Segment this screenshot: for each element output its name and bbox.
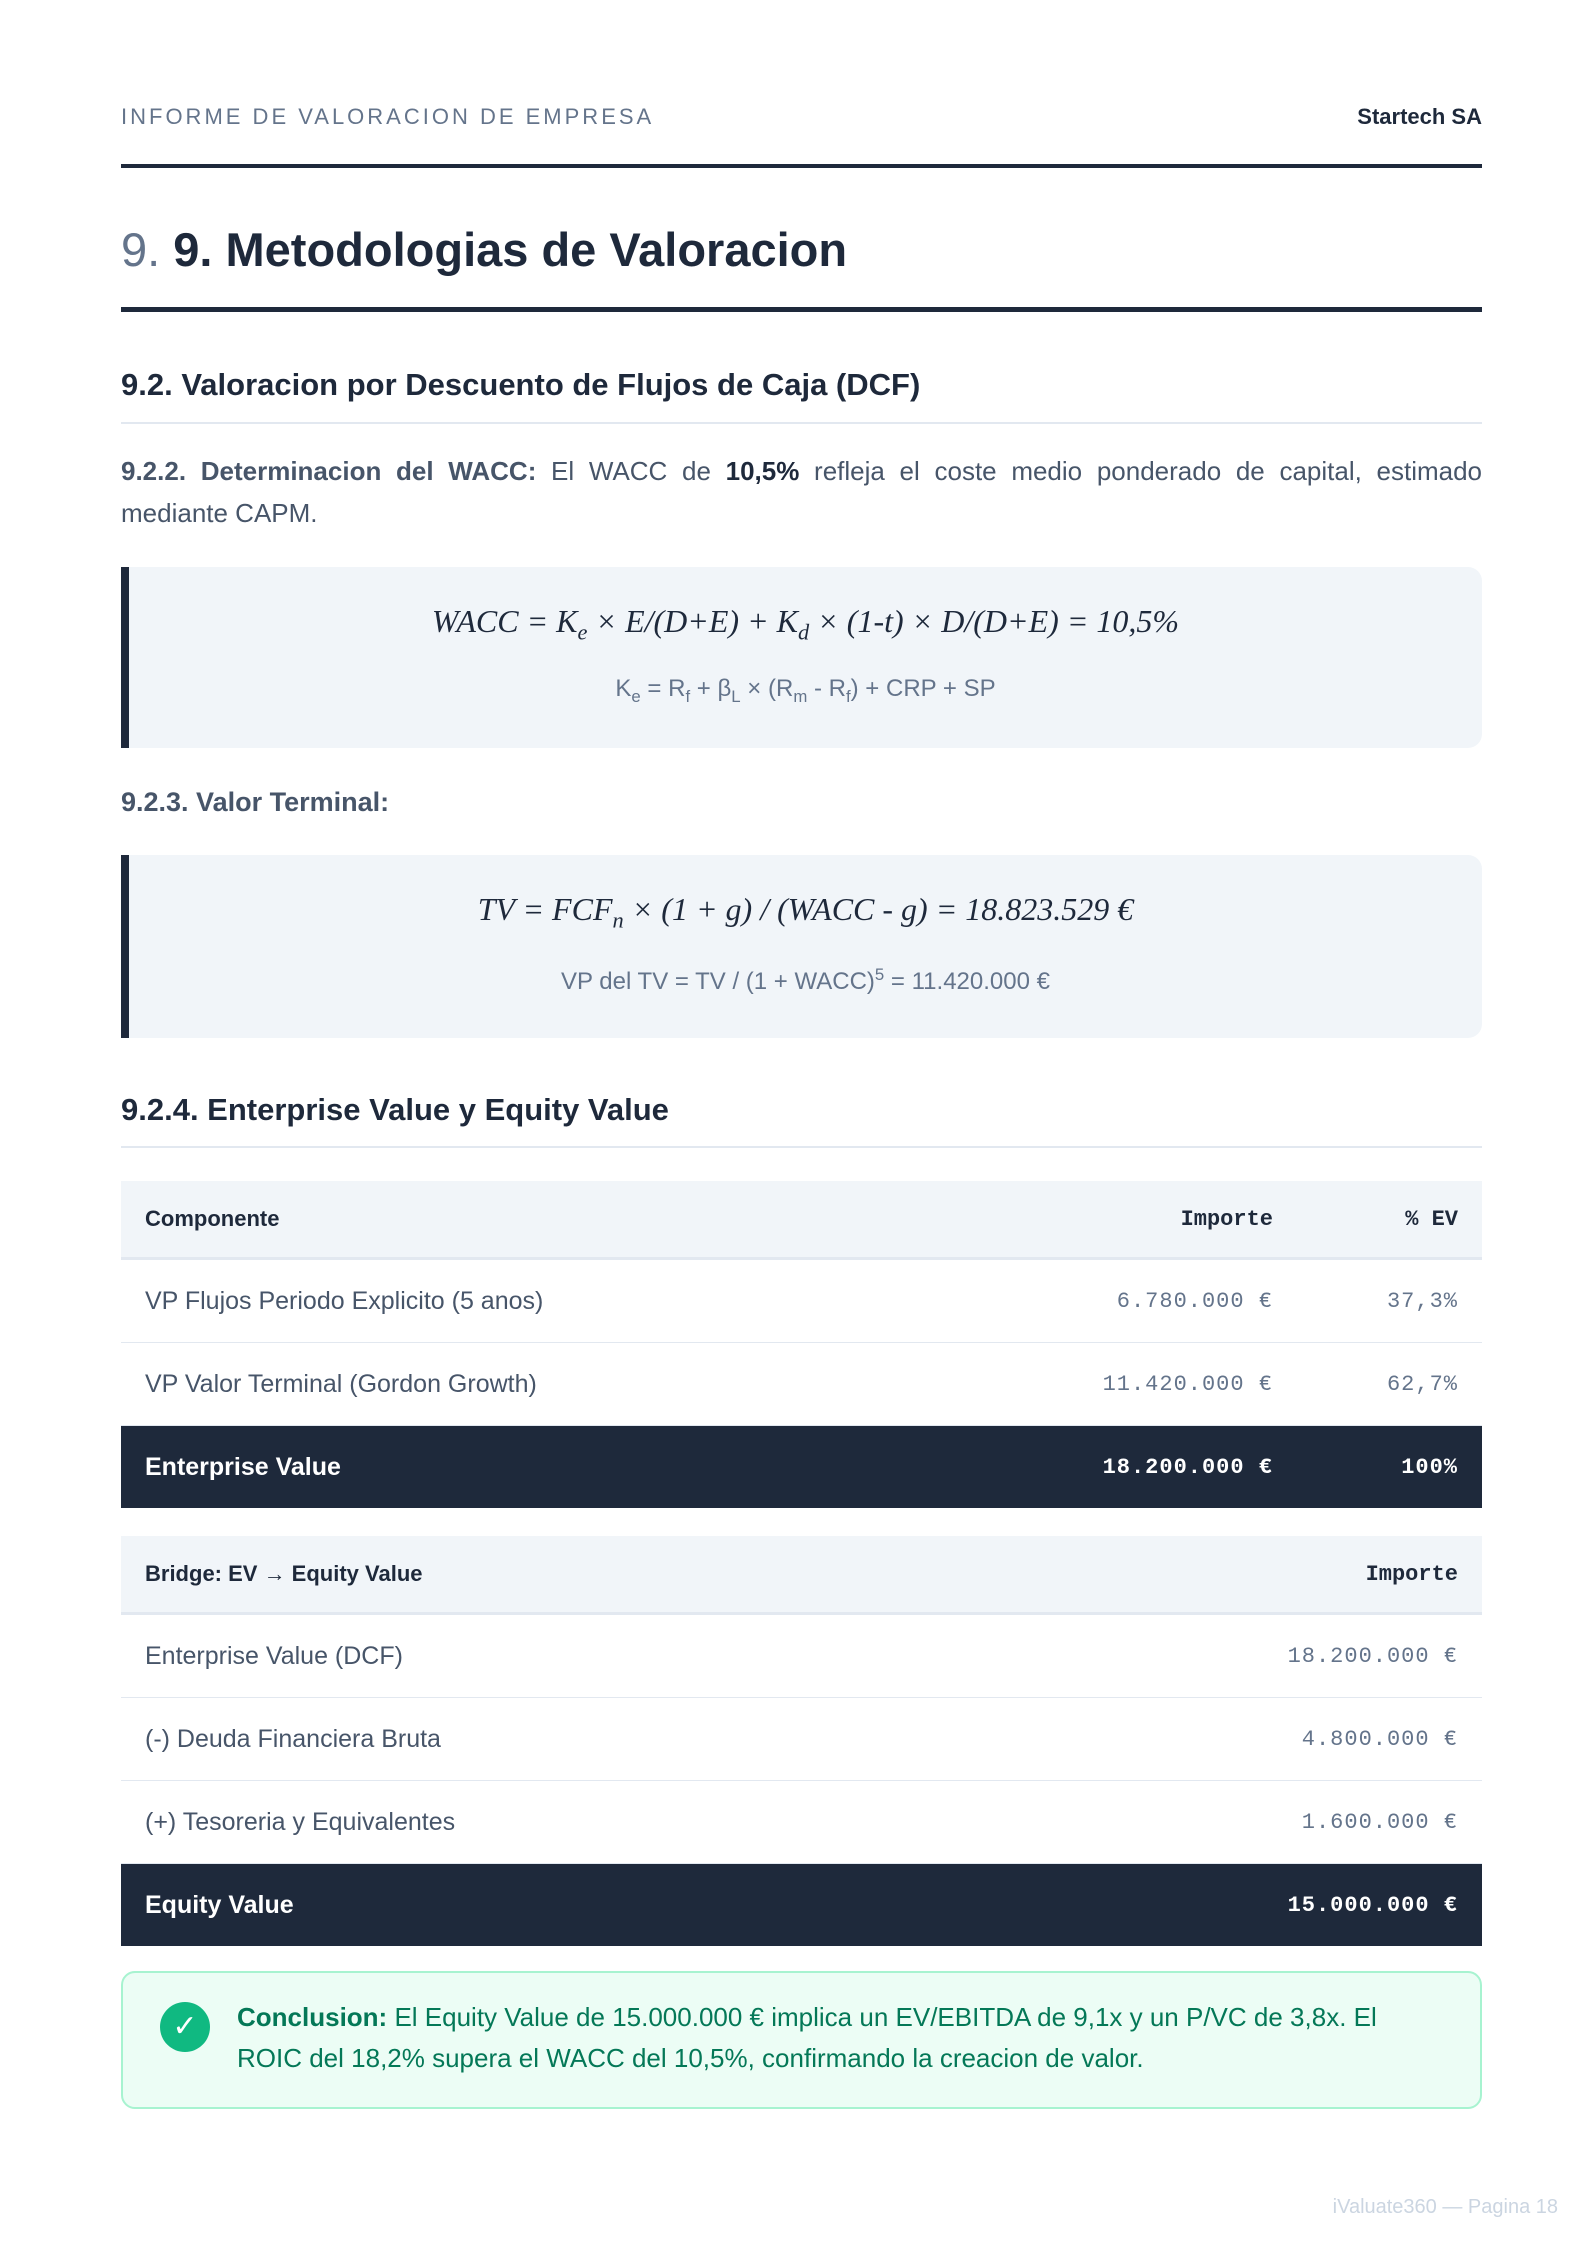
formula-part: × (1-t) × D/(D+E) = 10,5% [809, 603, 1180, 639]
conclusion-lead: Conclusion: [237, 2002, 388, 2032]
formula-subscript: m [793, 686, 808, 706]
column-header-ev-percent: % EV [1297, 1181, 1482, 1259]
total-row-equity-value [121, 1864, 1482, 1947]
wacc-paragraph [121, 450, 1482, 534]
total-percent: 100% [1297, 1426, 1482, 1509]
row-percent: 37,3% [1297, 1259, 1482, 1343]
formula-part: × E/(D+E) + K [587, 603, 798, 639]
formula-subscript: e [631, 686, 641, 706]
table-header-row [121, 1181, 1482, 1259]
column-header-bridge: Bridge: EV → Equity Value [121, 1536, 1157, 1614]
terminal-formula-box [121, 855, 1482, 1038]
formula-subscript: n [612, 907, 624, 933]
formula-part: - R [807, 675, 846, 702]
terminal-value-formula [129, 891, 1482, 933]
formula-part: + β [690, 675, 732, 702]
total-row-enterprise-value [121, 1426, 1482, 1509]
wacc-formula [129, 603, 1482, 645]
row-label: (-) Deuda Financiera Bruta [121, 1698, 1157, 1781]
column-header-amount: Importe [1157, 1536, 1482, 1614]
row-amount: 18.200.000 € [1157, 1614, 1482, 1698]
column-header-component: Componente [121, 1181, 1012, 1259]
formula-superscript: 5 [874, 965, 885, 984]
row-percent: 62,7% [1297, 1343, 1482, 1426]
row-amount: 4.800.000 € [1157, 1698, 1482, 1781]
row-label: VP Valor Terminal (Gordon Growth) [121, 1343, 1012, 1426]
section-divider-ev [121, 1146, 1482, 1148]
table-row [121, 1614, 1482, 1698]
formula-part: = R [640, 675, 686, 702]
conclusion-body: El Equity Value de 15.000.000 € implica un EV/EBITDA de 9,1x y un P/VC de 3,8x. El ROIC del 18,2% supera el WACC del 10,5%, confirmando la creacion de valor. [237, 2002, 1377, 2073]
table-row [121, 1259, 1482, 1343]
column-header-amount: Importe [1012, 1181, 1297, 1259]
page-header [121, 100, 1482, 136]
row-label: Enterprise Value (DCF) [121, 1614, 1157, 1698]
row-amount: 11.420.000 € [1012, 1343, 1297, 1426]
terminal-present-value-formula [129, 965, 1482, 996]
company-name: Startech SA [1357, 104, 1482, 129]
capm-formula [129, 675, 1482, 707]
formula-subscript: e [577, 619, 588, 645]
total-amount: 18.200.000 € [1012, 1426, 1297, 1509]
conclusion-text [237, 1997, 1447, 2079]
wacc-text-after: refleja el coste medio ponderado de capital, estimado mediante CAPM. [121, 456, 1483, 528]
formula-subscript: f [685, 686, 691, 706]
wacc-text-before: El WACC de [536, 456, 726, 486]
header-divider [121, 164, 1482, 168]
formula-subscript: f [845, 686, 851, 706]
wacc-lead: 9.2.2. Determinacion del WACC: [121, 456, 537, 486]
chapter-number: 9. [121, 223, 161, 276]
formula-part: × (R [740, 675, 794, 702]
row-label: (+) Tesoreria y Equivalentes [121, 1781, 1157, 1864]
formula-subscript: d [798, 619, 810, 645]
section-title-dcf: 9.2. Valoracion por Descuento de Flujos de Caja (DCF) [121, 367, 921, 402]
terminal-value-heading: 9.2.3. Valor Terminal: [121, 787, 390, 817]
row-amount: 6.780.000 € [1012, 1259, 1297, 1343]
bridge-table [121, 1536, 1482, 1946]
page-footer: iValuate360 — Pagina 18 [1332, 2196, 1558, 2218]
section-divider-dcf [121, 422, 1482, 424]
table-row [121, 1781, 1482, 1864]
formula-part: × (1 + g) / (WACC - g) = 18.823.529 € [623, 891, 1134, 927]
table-header-row [121, 1536, 1482, 1614]
wacc-value: 10,5% [725, 456, 800, 486]
row-amount: 1.600.000 € [1157, 1781, 1482, 1864]
table-row [121, 1343, 1482, 1426]
formula-part: ) + CRP + SP [850, 675, 996, 702]
conclusion-callout [121, 1971, 1482, 2109]
formula-subscript: L [731, 686, 741, 706]
formula-part: VP del TV = TV / (1 + WACC) [561, 968, 875, 995]
total-label: Equity Value [121, 1864, 1157, 1947]
total-label: Enterprise Value [121, 1426, 1012, 1509]
total-amount: 15.000.000 € [1157, 1864, 1482, 1947]
wacc-formula-box [121, 567, 1482, 748]
table-row [121, 1698, 1482, 1781]
check-icon: ✓ [160, 2002, 210, 2052]
formula-part: TV = FCF [477, 891, 613, 927]
section-title-ev: 9.2.4. Enterprise Value y Equity Value [121, 1092, 669, 1127]
report-title: INFORME DE VALORACION DE EMPRESA [121, 104, 655, 129]
formula-part: WACC = K [431, 603, 578, 639]
formula-part: = 11.420.000 € [884, 968, 1050, 995]
formula-part: K [615, 675, 632, 702]
row-label: VP Flujos Periodo Explicito (5 anos) [121, 1259, 1012, 1343]
chapter-title [121, 222, 847, 277]
ev-table [121, 1181, 1482, 1508]
chapter-title-text: 9. Metodologias de Valoracion [173, 223, 848, 276]
chapter-divider [121, 307, 1482, 312]
